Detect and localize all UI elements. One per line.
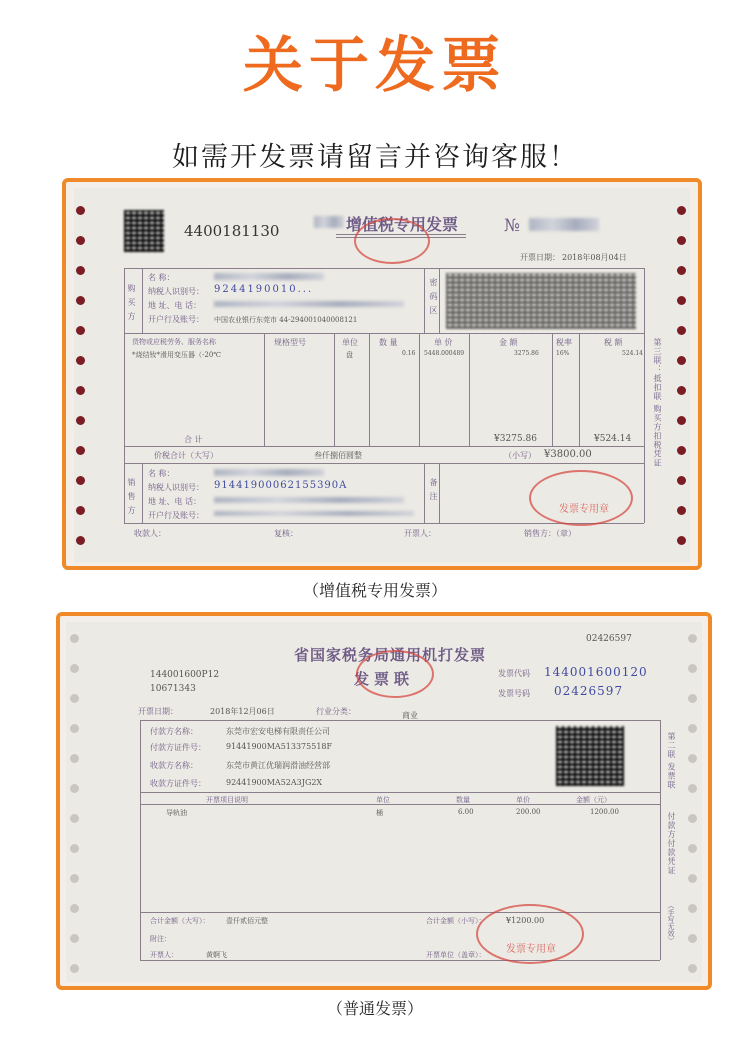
ordinary-stamp-text: 发票专用章 xyxy=(506,944,556,955)
reviewer-label: 复核： xyxy=(274,529,298,538)
buyer-id-label: 纳税人识别号： xyxy=(148,287,204,296)
ordinary-item-amount: 1200.00 xyxy=(590,808,619,816)
invoice-code: 144001600120 xyxy=(544,665,648,679)
col-tax: 税 额 xyxy=(604,338,623,347)
col-item: 开票项目说明 xyxy=(206,796,248,804)
handwrite-note: （手写无效） xyxy=(667,902,675,944)
ordinary-invoice-frame xyxy=(56,612,712,990)
col-spec: 规格型号 xyxy=(274,338,306,347)
page-subtitle: 如需开发票请留言并咨询客服！ xyxy=(172,142,578,173)
payer: 东莞市宏安电梯有限责任公司 xyxy=(226,727,330,736)
item-rate: 16% xyxy=(556,350,570,357)
total-tax: ¥524.14 xyxy=(594,434,632,444)
seller-name-blur xyxy=(214,469,324,476)
industry-label: 行业分类： xyxy=(316,707,356,716)
col-qty: 数 量 xyxy=(379,338,398,347)
payer-id-label: 付款方证件号： xyxy=(150,743,206,752)
item-name: *烧结钕*滑用变压器（-20℃ xyxy=(132,351,222,359)
vat-region-blur xyxy=(314,216,344,228)
seller-bank-label: 开户行及账号： xyxy=(148,511,204,520)
issuer-unit-label: 开票单位（盖章）： xyxy=(426,951,486,959)
item-unit: 盘 xyxy=(346,351,353,359)
col-price-ord: 单价 xyxy=(516,796,530,804)
ordinary-caption: （普通发票） xyxy=(326,999,423,1018)
ordinary-item-qty: 6.00 xyxy=(458,808,474,816)
grand-small-label: （小写） xyxy=(504,451,536,460)
tax-bureau-seal xyxy=(354,218,430,264)
sum-words-label: 合计金额（大写）： xyxy=(150,917,210,925)
ordinary-header-code: 02426597 xyxy=(586,634,632,644)
password-area xyxy=(446,273,636,329)
vat-date: 2018年08月04日 xyxy=(562,253,627,262)
item-price: 5448.000489 xyxy=(424,350,465,357)
ordinary-left-code1: 144001600P12 xyxy=(150,670,220,680)
seller-stamp-text: 发票专用章 xyxy=(559,504,609,515)
sum-label: 合计金额（小写）： xyxy=(426,917,486,925)
buyer-bank: 中国农业银行东莞市 44-294001040008121 xyxy=(214,316,358,324)
vat-invoice-frame xyxy=(62,178,702,570)
ordinary-qr-code xyxy=(556,726,624,786)
invoice-no: 02426597 xyxy=(554,684,624,698)
grand-label: 价税合计（大写） xyxy=(154,451,218,460)
vat-number-blur xyxy=(529,218,599,231)
ordinary-tax-seal xyxy=(356,650,434,698)
sum: ¥1200.00 xyxy=(506,916,545,925)
col-qty-ord: 数量 xyxy=(456,796,470,804)
ordinary-remark-label: 附注： xyxy=(150,935,171,943)
seller-name-label: 名 称： xyxy=(148,469,175,478)
seller-bank-blur xyxy=(214,511,414,516)
vat-side-note: 第三联：抵扣联 购买方扣税凭证 xyxy=(653,338,662,468)
col-amount: 金 额 xyxy=(499,338,518,347)
seller-address-label: 地 址、电 话： xyxy=(148,497,202,506)
vat-invoice-code: 4400181130 xyxy=(184,222,280,240)
col-unit-ord: 单位 xyxy=(376,796,390,804)
ordinary-issuer: 黄婀飞 xyxy=(206,951,227,959)
grand-total: ¥3800.00 xyxy=(544,449,592,460)
ordinary-item-price: 200.00 xyxy=(516,808,541,816)
buyer-address-label: 地 址、电 话： xyxy=(148,301,202,310)
col-amount-ord: 金额（元） xyxy=(576,796,611,804)
vat-date-label: 开票日期： xyxy=(520,253,560,262)
col-price: 单 价 xyxy=(434,338,453,347)
ordinary-side-note1: 第二联 发票联 xyxy=(667,732,676,790)
payee-label: 收款方名称： xyxy=(150,761,198,770)
grand-words: 叁仟捌佰圆整 xyxy=(314,451,362,460)
payer-label: 付款方名称： xyxy=(150,727,198,736)
item-tax: 524.14 xyxy=(622,350,643,357)
ordinary-date: 2018年12月06日 xyxy=(210,707,275,716)
seal-area-label: 密码区 xyxy=(429,278,438,320)
col-rate: 税率 xyxy=(556,338,572,347)
buyer-bank-label: 开户行及账号： xyxy=(148,315,204,324)
buyer-address-blur xyxy=(214,301,404,307)
ordinary-invoice-subtitle: 发票联 xyxy=(354,670,415,688)
buyer-label: 购买方 xyxy=(127,284,136,326)
sum-words: 壹仟贰佰元整 xyxy=(226,917,268,925)
buyer-name-blur xyxy=(214,273,324,280)
ordinary-invoice-stamp xyxy=(476,904,584,964)
seller-id: 91441900062155390A xyxy=(214,480,348,491)
payee-id: 92441900MA52A3JG2X xyxy=(226,778,323,787)
seller-address-blur xyxy=(214,497,404,503)
issuer-label: 开票人： xyxy=(404,529,436,538)
vat-qr-code xyxy=(124,210,164,252)
seller-label: 销售方 xyxy=(127,478,136,520)
ordinary-issuer-label: 开票人： xyxy=(150,951,178,959)
page-title: 关于发票 xyxy=(243,31,507,101)
payee: 东莞市黄江优瑞润滑油经营部 xyxy=(226,761,330,770)
ordinary-item-unit: 桶 xyxy=(376,809,383,817)
item-qty: 0.16 xyxy=(402,350,416,357)
seller-invoice-stamp xyxy=(529,470,633,526)
remark-label: 备注 xyxy=(429,478,438,506)
col-unit: 单位 xyxy=(342,338,358,347)
ordinary-left-code2: 10671343 xyxy=(150,684,196,694)
industry: 商业 xyxy=(402,711,418,720)
ordinary-invoice-paper xyxy=(66,622,702,982)
payer-id: 91441900MA513375518F xyxy=(226,742,333,751)
ordinary-side-note2: 付款方付款凭证 xyxy=(667,812,676,875)
payee-id-label: 收款方证件号： xyxy=(150,779,206,788)
invoice-no-label: 发票号码 xyxy=(498,689,530,698)
payee-label: 收款人： xyxy=(134,529,166,538)
invoice-code-label: 发票代码 xyxy=(498,669,530,678)
vat-caption: （增值税专用发票） xyxy=(302,581,447,600)
ordinary-date-label: 开票日期： xyxy=(138,707,178,716)
vat-invoice-paper xyxy=(74,188,690,562)
item-amount: 3275.86 xyxy=(514,350,539,357)
total-label: 合 计 xyxy=(184,435,203,444)
buyer-name-label: 名 称： xyxy=(148,273,175,282)
ordinary-invoice-title: 省国家税务局通用机打发票 xyxy=(294,646,487,664)
total-amount: ¥3275.86 xyxy=(494,434,537,444)
vat-no-label: № xyxy=(504,216,521,236)
seller-seal-label: 销售方：（章） xyxy=(524,529,576,538)
ordinary-item-name: 导轨油 xyxy=(166,809,187,817)
vat-invoice-title: 增值税专用发票 xyxy=(346,215,459,234)
seller-id-label: 纳税人识别号： xyxy=(148,483,204,492)
col-goods: 货物或应税劳务、服务名称 xyxy=(132,338,216,346)
buyer-id: 9244190010... xyxy=(214,284,314,295)
